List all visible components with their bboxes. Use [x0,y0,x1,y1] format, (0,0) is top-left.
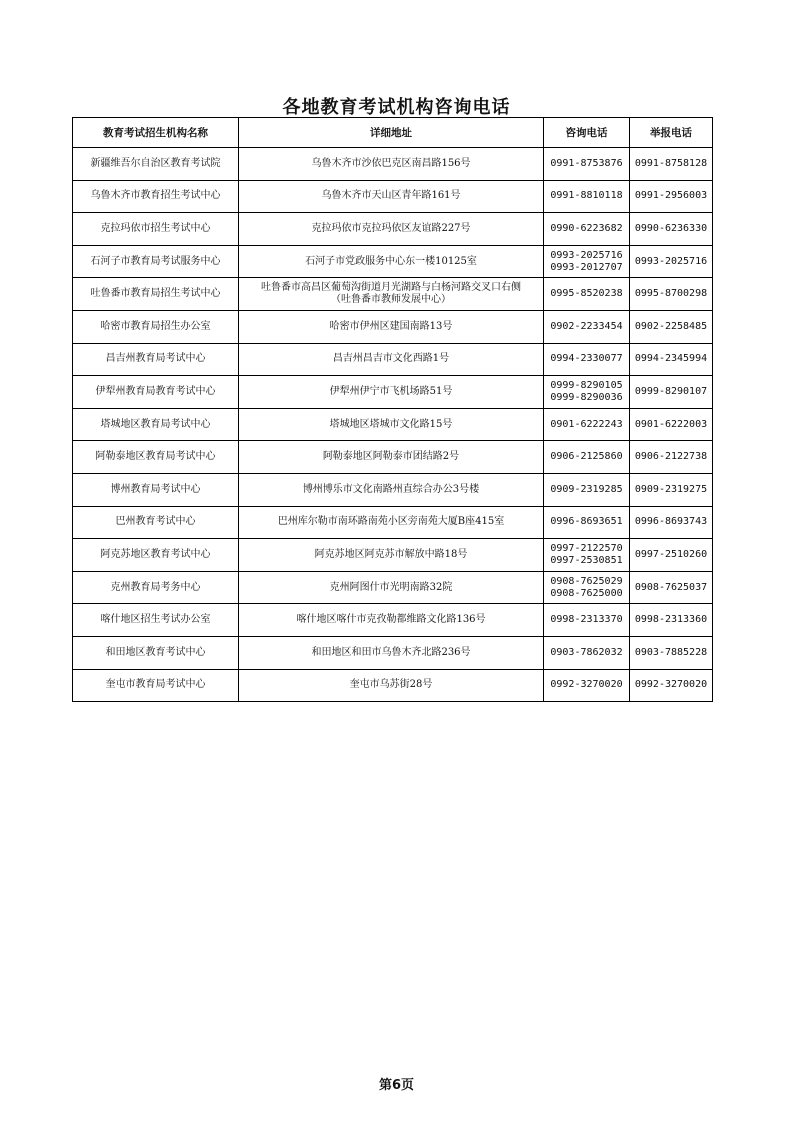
consult-phone-number: 0993-2025716 [550,249,623,261]
consult-phone-cell [544,310,630,343]
consult-phone-number: 0909-2319285 [550,483,623,495]
address-cell [239,278,544,311]
address-line: 伊犁州伊宁市飞机场路51号 [329,385,453,397]
org-name-cell: 奎屯市教育局考试中心 [73,669,239,702]
report-phone-cell: 0908-7625037 [630,571,713,604]
address-cell [239,343,544,376]
table-row [73,245,713,278]
table-row [73,213,713,246]
consult-phone-number: 0906-2125860 [550,451,623,463]
table-row [73,408,713,441]
org-name-cell: 哈密市教育局招生办公室 [73,310,239,343]
org-name-cell: 昌吉州教育局考试中心 [73,343,239,376]
org-name-cell: 乌鲁木齐市教育招生考试中心 [73,180,239,213]
consult-phone-cell [544,278,630,311]
report-phone-cell: 0997-2510260 [630,539,713,572]
address-cell [239,506,544,539]
table-body [73,148,713,702]
address-cell [239,669,544,702]
consult-phone-cell [544,604,630,637]
report-phone-cell: 0902-2258485 [630,310,713,343]
report-phone-cell: 0999-8290107 [630,376,713,409]
report-phone-cell: 0990-6236330 [630,213,713,246]
address-cell [239,245,544,278]
address-line: 巴州库尔勒市南环路南苑小区旁南苑大厦B座415室 [277,516,505,528]
report-phone-cell: 0906-2122738 [630,441,713,474]
table-row [73,441,713,474]
table-row [73,604,713,637]
address-line: 克州阿图什市光明南路32院 [329,581,453,593]
header-name: 教育考试招生机构名称 [73,118,239,148]
table-row [73,343,713,376]
consult-phone-number: 0998-2313370 [550,614,623,626]
org-name-cell: 博州教育局考试中心 [73,473,239,506]
address-cell [239,213,544,246]
consult-phone-number: 0902-2233454 [550,320,623,332]
consult-phone-cell [544,473,630,506]
report-phone-cell: 0992-3270020 [630,669,713,702]
org-name-cell: 克拉玛依市招生考试中心 [73,213,239,246]
table-row [73,539,713,572]
address-line: 乌鲁木齐市沙依巴克区南昌路156号 [311,157,471,169]
report-phone-cell: 0901-6222003 [630,408,713,441]
table-row [73,376,713,409]
consult-phone-cell [544,506,630,539]
table-row [73,669,713,702]
consult-phone-cell [544,245,630,278]
consult-phone-cell [544,636,630,669]
org-name-cell: 新疆维吾尔自治区教育考试院 [73,148,239,181]
table-row [73,473,713,506]
address-cell [239,180,544,213]
report-phone-cell: 0993-2025716 [630,245,713,278]
address-line: 乌鲁木齐市天山区青年路161号 [321,190,461,202]
table-row [73,180,713,213]
consult-phone-number: 0992-3270020 [550,679,623,691]
address-cell [239,473,544,506]
address-line: 吐鲁番市高昌区葡萄沟街道月光湖路与白杨河路交叉口右侧 [261,282,521,294]
consult-phone-number: 0997-2530851 [550,554,623,566]
table-row [73,278,713,311]
consult-phone-cell [544,376,630,409]
org-name-cell: 巴州教育考试中心 [73,506,239,539]
table-row [73,506,713,539]
table-row [73,636,713,669]
table-header-row [73,118,713,148]
report-phone-cell: 0991-8758128 [630,148,713,181]
org-name-cell: 和田地区教育考试中心 [73,636,239,669]
consult-phone-cell [544,571,630,604]
address-line: （吐鲁番市教师发展中心） [331,294,451,306]
consult-phone-cell [544,669,630,702]
org-name-cell: 喀什地区招生考试办公室 [73,604,239,637]
address-line: 塔城地区塔城市文化路15号 [329,418,453,430]
address-line: 和田地区和田市乌鲁木齐北路236号 [311,646,471,658]
org-name-cell: 伊犁州教育局教育考试中心 [73,376,239,409]
page-number: 第6页 [378,1078,415,1093]
consult-phone-number: 0908-7625029 [550,575,623,587]
table-row [73,571,713,604]
consult-phone-number: 0901-6222243 [550,418,623,430]
address-line: 阿勒泰地区阿勒泰市团结路2号 [322,451,460,463]
report-phone-cell: 0995-8700298 [630,278,713,311]
consult-phone-number: 0994-2330077 [550,353,623,365]
consult-phone-number: 0993-2012707 [550,261,623,273]
consult-phone-cell [544,408,630,441]
header-report-phone: 举报电话 [630,118,713,148]
header-address: 详细地址 [239,118,544,148]
address-cell [239,539,544,572]
consult-phone-cell [544,148,630,181]
report-phone-cell: 0991-2956003 [630,180,713,213]
address-cell [239,148,544,181]
report-phone-cell: 0996-8693743 [630,506,713,539]
consult-phone-number: 0999-8290105 [550,379,623,391]
header-consult-phone: 咨询电话 [544,118,630,148]
address-line: 阿克苏地区阿克苏市解放中路18号 [314,548,468,560]
consult-phone-number: 0908-7625000 [550,587,623,599]
address-cell [239,571,544,604]
org-name-cell: 阿克苏地区教育考试中心 [73,539,239,572]
consult-phone-cell [544,213,630,246]
address-line: 石河子市党政服务中心东一楼10125室 [305,255,477,267]
address-line: 奎屯市乌苏街28号 [349,679,433,691]
consult-phone-number: 0997-2122570 [550,542,623,554]
address-line: 博州博乐市文化南路州直综合办公3号楼 [302,483,480,495]
address-cell [239,408,544,441]
address-line: 喀什地区喀什市克孜勒都维路文化路136号 [296,614,486,626]
address-cell [239,441,544,474]
consult-phone-number: 0999-8290036 [550,391,623,403]
address-cell [239,636,544,669]
consult-phone-cell [544,539,630,572]
consult-phone-number: 0990-6223682 [550,222,623,234]
address-cell [239,310,544,343]
address-line: 克拉玛依市克拉玛依区友谊路227号 [311,222,471,234]
report-phone-cell: 0909-2319275 [630,473,713,506]
contact-table [72,117,713,702]
address-line: 昌吉州昌吉市文化西路1号 [332,353,450,365]
table-row [73,310,713,343]
consult-phone-cell [544,343,630,376]
report-phone-cell: 0998-2313360 [630,604,713,637]
consult-phone-number: 0995-8520238 [550,288,623,300]
org-name-cell: 阿勒泰地区教育局考试中心 [73,441,239,474]
consult-phone-number: 0991-8753876 [550,157,623,169]
org-name-cell: 克州教育局考务中心 [73,571,239,604]
consult-phone-cell [544,180,630,213]
consult-phone-number: 0903-7862032 [550,646,623,658]
consult-phone-cell [544,441,630,474]
org-name-cell: 石河子市教育局考试服务中心 [73,245,239,278]
page-title: 各地教育考试机构咨询电话 [282,97,511,118]
consult-phone-number: 0996-8693651 [550,516,623,528]
report-phone-cell: 0994-2345994 [630,343,713,376]
org-name-cell: 塔城地区教育局考试中心 [73,408,239,441]
address-cell [239,604,544,637]
address-line: 哈密市伊州区建国南路13号 [329,320,453,332]
consult-phone-number: 0991-8810118 [550,190,623,202]
table-row [73,148,713,181]
report-phone-cell: 0903-7885228 [630,636,713,669]
org-name-cell: 吐鲁番市教育局招生考试中心 [73,278,239,311]
address-cell [239,376,544,409]
